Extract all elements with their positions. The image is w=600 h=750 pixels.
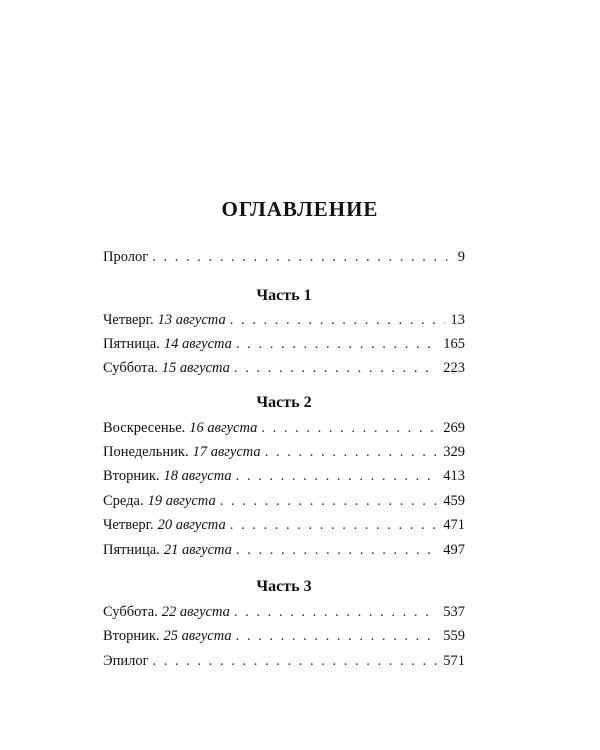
toc-entry[interactable]: [103, 602, 465, 622]
toc-entry-label: Среда.: [103, 493, 144, 509]
toc-entry-page: 329: [443, 444, 465, 460]
toc-entry-date: 15 августа: [161, 360, 230, 376]
toc-entry-date: 18 августа: [163, 468, 232, 484]
toc-entry[interactable]: [103, 466, 465, 486]
toc-entry-page: 13: [450, 312, 465, 328]
toc-entry-label: Эпилог: [103, 653, 149, 669]
dot-leader: [236, 540, 437, 560]
toc-entry-date: 14 августа: [163, 336, 232, 352]
toc-entry[interactable]: [103, 515, 465, 535]
toc-entry-page: 497: [443, 542, 465, 558]
toc-entry-date: 22 августа: [161, 604, 230, 620]
toc-entry-page: 559: [443, 628, 465, 644]
toc-entry[interactable]: [103, 310, 465, 330]
toc-entry-page: 471: [443, 517, 465, 533]
toc-entry-label: Четверг.: [103, 312, 154, 328]
toc-entry-prologue[interactable]: [103, 247, 465, 267]
toc-entry[interactable]: [103, 442, 465, 462]
toc-entry-label: Воскресенье.: [103, 420, 186, 436]
toc-entry-date: 20 августа: [157, 517, 226, 533]
dot-leader: [153, 651, 438, 671]
part-heading-3: Часть 3: [256, 578, 312, 595]
dot-leader: [152, 247, 452, 267]
toc-entry-label: Пролог: [103, 249, 149, 265]
toc-entry-page: 9: [457, 249, 465, 265]
dot-leader: [234, 602, 437, 622]
toc-entry-page: 269: [443, 420, 465, 436]
toc-entry-label: Пятница.: [103, 336, 160, 352]
dot-leader: [265, 442, 438, 462]
dot-leader: [261, 418, 437, 438]
dot-leader: [236, 334, 437, 354]
toc-entry-page: 537: [443, 604, 465, 620]
toc-entry[interactable]: [103, 626, 465, 646]
dot-leader: [236, 626, 438, 646]
toc-entry-label: Пятница.: [103, 542, 160, 558]
toc-entry-label: Вторник.: [103, 628, 160, 644]
toc-entry-date: 25 августа: [163, 628, 232, 644]
toc-entry-label: Суббота.: [103, 604, 158, 620]
toc-entry[interactable]: [103, 491, 465, 511]
toc-entry-date: 19 августа: [147, 493, 216, 509]
toc-entry-page: 165: [443, 336, 465, 352]
toc-entry[interactable]: [103, 418, 465, 438]
toc-entry-label: Суббота.: [103, 360, 158, 376]
toc-entry-page: 459: [443, 493, 465, 509]
dot-leader: [230, 310, 445, 330]
toc-entry[interactable]: [103, 334, 465, 354]
toc-entry[interactable]: [103, 540, 465, 560]
part-heading-2: Часть 2: [256, 394, 312, 411]
toc-entry-epilogue[interactable]: [103, 651, 465, 671]
toc-entry-label: Вторник.: [103, 468, 160, 484]
toc-entry-date: 21 августа: [163, 542, 232, 558]
toc-entry-label: Понедельник.: [103, 444, 189, 460]
toc-entry-page: 571: [443, 653, 465, 669]
dot-leader: [230, 515, 438, 535]
dot-leader: [234, 358, 437, 378]
dot-leader: [220, 491, 438, 511]
part-heading-1: Часть 1: [256, 287, 312, 304]
dot-leader: [236, 466, 438, 486]
toc-entry-page: 413: [443, 468, 465, 484]
toc-entry[interactable]: [103, 358, 465, 378]
toc-entry-date: 16 августа: [189, 420, 258, 436]
toc-entry-date: 17 августа: [192, 444, 261, 460]
toc-entry-page: 223: [443, 360, 465, 376]
toc-entry-date: 13 августа: [157, 312, 226, 328]
toc-entry-label: Четверг.: [103, 517, 154, 533]
page-title: ОГЛАВЛЕНИЕ: [221, 197, 379, 221]
